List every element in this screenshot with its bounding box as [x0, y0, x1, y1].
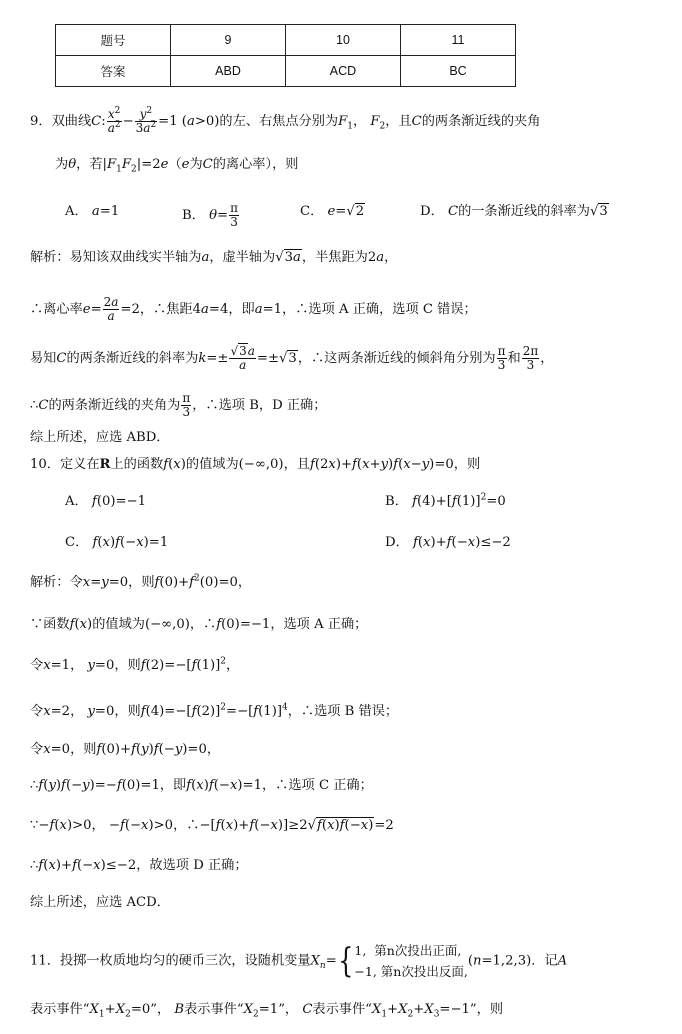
text: 双曲线: [51, 114, 92, 129]
text: 令: [30, 658, 44, 673]
q9-solution-line3: 易知C的两条渐近线的斜率为k=± $\frac{√3a}{a}$ =±√3，∴这两条渐近线的倾斜角分别为 $\frac{\pi}{3}$ 和 $\frac{2\pi}{3}$ ，: [30, 344, 554, 372]
text: 为: [55, 157, 69, 172]
table-cell: 答案: [56, 56, 171, 87]
q9-solution-line4: ∴C的两条渐近线的夹角为 $\frac{\pi}{3}$ ，∴选项 B，D 正确；: [30, 391, 327, 419]
text: 和: [507, 351, 521, 366]
text: ，∴: [173, 818, 200, 833]
solution-label: 解析：: [30, 250, 70, 265]
text: ，半焦距为: [301, 250, 368, 265]
text: ，故选项 D 正确；: [136, 858, 248, 873]
table-cell: ACD: [286, 56, 401, 87]
question-number: 10．定义在: [30, 457, 100, 472]
text: 的值域为: [92, 617, 145, 632]
text: ，∴焦距: [139, 302, 193, 317]
option-label: B．: [385, 494, 408, 509]
text: 的值域为: [185, 457, 239, 472]
text: 为: [189, 157, 203, 172]
q10-solution-line4: 令x=2， y=0，则$f(4)=-[f(2)]^2=-[f(1)]^4$，∴选项 B 错误；: [30, 702, 399, 719]
text: 表示事件“: [184, 1002, 244, 1017]
text: 易知该双曲线实半轴为: [69, 250, 202, 265]
q9-option-a: A． a=1: [65, 204, 120, 219]
q9-solution-line2: ∴离心率e= $\frac{2a}{a}$ =2，∴焦距4a=4，即a=1，∴选项 A 正确，选项 C 错误；: [30, 295, 477, 323]
text: （: [168, 157, 182, 172]
text: ，则: [128, 575, 155, 590]
text: ，∴: [189, 617, 217, 632]
q10-solution-line3: 令x=1， y=0，则$f(2)=-[f(1)]^2$，: [30, 656, 240, 673]
text: 的一条渐近线的斜率为: [458, 204, 590, 219]
table-cell: 题号: [56, 25, 171, 56]
text: ，且: [385, 114, 412, 129]
text: ，则: [114, 658, 141, 673]
q9-solution-line5: 综上所述，应选 ABD．: [30, 430, 170, 445]
text: ，若: [76, 157, 103, 172]
option-label: D．: [385, 535, 409, 550]
q10-option-b: B． $f(4)+[f(1)]^2=0$: [385, 492, 506, 509]
q10-solution-line7: ∵−f(x)>0， −f(−x)>0，∴−[f(x)+f(−x)]≥2√f(x)f(−x)=2: [30, 818, 394, 833]
text: ，选项 A 正确；: [270, 617, 368, 632]
text: ∴: [30, 778, 39, 793]
option-label: C．: [65, 535, 89, 550]
text: 表示事件“: [312, 1002, 372, 1017]
text: ，∴这两条渐近线的倾斜角分别为: [297, 351, 496, 366]
q10-solution-line5: 令x=0，则f(0)+f(y)f(−y)=0，: [30, 742, 221, 757]
table-cell: ABD: [171, 56, 286, 87]
q9-option-d: D． C的一条渐近线的斜率为√3: [420, 204, 608, 219]
table-cell: 10: [286, 25, 401, 56]
q9-solution-line1: 解析：易知该双曲线实半轴为a，虚半轴为√3a，半焦距为2a，: [30, 250, 398, 265]
q10-option-c: C． f(x)f(−x)=1: [65, 535, 169, 550]
text: 表示事件“: [30, 1002, 90, 1017]
text: ，即: [228, 302, 255, 317]
text: ，即: [159, 778, 187, 793]
text: ，则: [70, 742, 97, 757]
text: 的两条渐近线的斜率为: [66, 351, 199, 366]
q10-solution-line2: ∵函数f(x)的值域为(−∞,0)，∴f(0)=−1，选项 A 正确；: [30, 617, 368, 632]
text: 令: [30, 742, 44, 757]
option-label: A．: [65, 494, 88, 509]
solution-label: 解析：令: [30, 575, 83, 590]
table-header-row: [56, 25, 516, 56]
text: ∴离心率: [30, 302, 83, 317]
text: ”，: [150, 1002, 171, 1017]
text: ，∴选项 A 正确，选项 C 错误；: [282, 302, 477, 317]
text: ”，则: [469, 1002, 504, 1017]
table-cell: 11: [401, 25, 516, 56]
question-number: 11．投掷一枚质地均匀的硬币三次，设随机变量: [30, 953, 311, 969]
answer-table: [55, 24, 516, 87]
text: ，则: [453, 457, 481, 472]
text: 上的函数: [110, 457, 164, 472]
text: 的左、右焦点分别为: [219, 114, 339, 129]
text: ，∴选项 C 正确；: [262, 778, 373, 793]
text: 令: [30, 704, 44, 719]
q10-solution-line9: 综上所述，应选 ACD．: [30, 895, 170, 910]
q10-option-d: D． f(x)+f(−x)≤−2: [385, 535, 511, 550]
text: 的两条渐近线的夹角: [421, 114, 541, 129]
q9-option-c: C． e=√2: [300, 204, 365, 219]
text: ∵: [30, 818, 39, 833]
q10-option-a: A． f(0)=−1: [65, 494, 146, 509]
text: ∴: [30, 398, 39, 413]
q11-stem-line2: 表示事件“$X_1+X_2=0$”， B表示事件“$X_2=1$”， C表示事件“$X_1+X_2+X_3=-1$”，则: [30, 1002, 504, 1020]
text: ∴: [30, 858, 39, 873]
case-text: 第n次投出正面,: [374, 943, 462, 958]
text: ，且: [283, 457, 310, 472]
text: ∵函数: [30, 617, 70, 632]
q9-stem-line2: 为θ，若$|F_1F_2|=2e(e$为C的离心率），则: [55, 157, 299, 175]
text: 易知: [30, 351, 57, 366]
q11-stem-line1: 11．投掷一枚质地均匀的硬币三次，设随机变量$X_n=${ 1, 第n次投出正面, −1, 第n次投出反面, (n=1,2,3)．记A: [30, 941, 568, 981]
option-label: D．: [420, 204, 444, 219]
q10-stem: 10．定义在R上的函数f(x)的值域为(−∞,0)，且f(2x)+f(x+y)f(x−y)=0，则: [30, 457, 481, 472]
text: ，∴选项 B 错误；: [287, 704, 399, 719]
table-cell: BC: [401, 56, 516, 87]
text: ，∴选项 B，D 正确；: [192, 398, 327, 413]
text: ，虚半轴为: [209, 250, 276, 265]
case-text: 第n次投出反面,: [380, 964, 468, 979]
text: 的两条渐近线的夹角为: [48, 398, 181, 413]
q9-option-b: B． θ= $\frac{\pi}{3}$: [182, 201, 238, 229]
table-cell: 9: [171, 25, 286, 56]
text: ”，: [278, 1002, 299, 1017]
q10-solution-line8: ∴f(x)+f(−x)≤−2，故选项 D 正确；: [30, 858, 248, 873]
q10-solution-line1: 解析：令x=y=0，则$f(0)+f^2(0)=0$，: [30, 573, 252, 590]
option-label: B．: [182, 208, 205, 223]
q9-stem-line1: 9．双曲线C: $\frac{x^2}{a^2}$ − $\frac{y^2}{3a^2}$ =1 (a>0)的左、右焦点分别为$F_1$， $F_2$，且C的两条渐近线的夹角: [30, 106, 541, 135]
table-row: [56, 56, 516, 87]
option-label: C．: [300, 204, 324, 219]
text: 的离心率），则: [212, 157, 299, 172]
q10-solution-line6: ∴f(y)f(−y)=−f(0)=1，即f(x)f(−x)=1，∴选项 C 正确；: [30, 778, 373, 793]
option-label: A．: [65, 204, 88, 219]
text: ，则: [114, 704, 141, 719]
text: ．记: [531, 953, 558, 969]
question-number: 9．: [30, 114, 52, 129]
